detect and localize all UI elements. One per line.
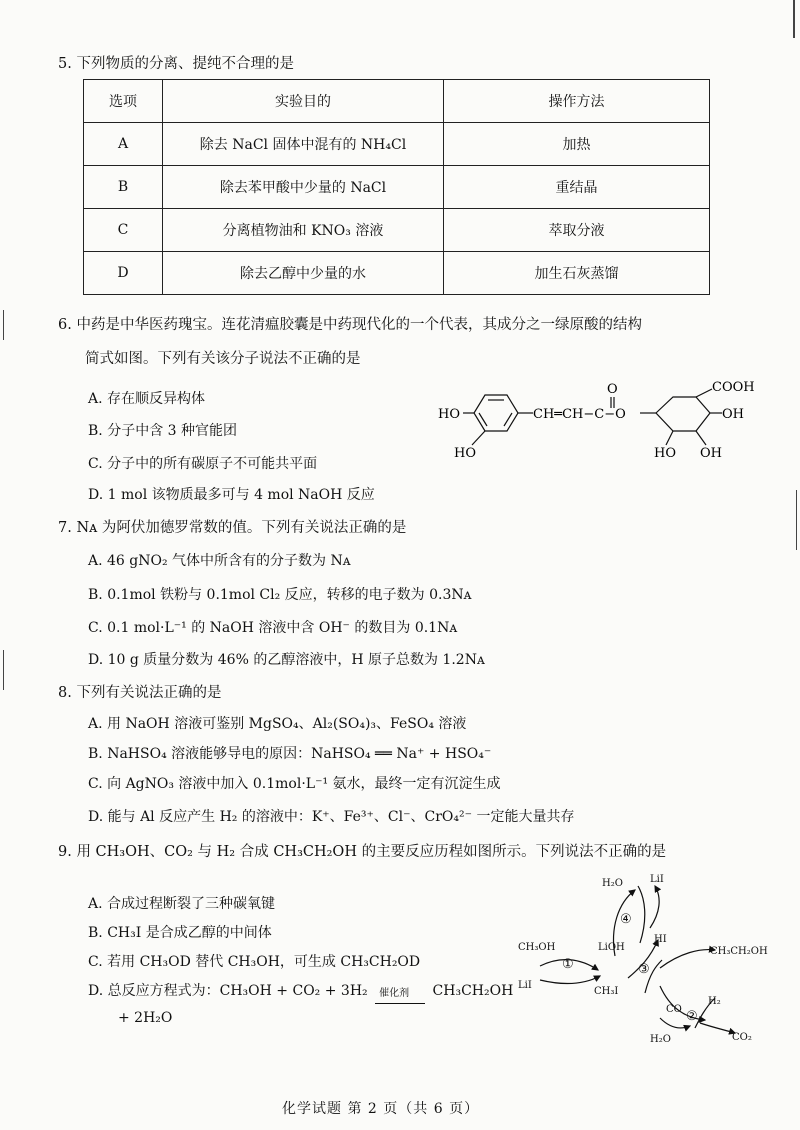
question-7-option-b: B. 0.1mol 铁粉与 0.1mol Cl₂ 反应，转移的电子数为 0.3Nᴀ xyxy=(88,587,472,603)
question-7-stem: 7. Nᴀ 为阿伏加德罗常数的值。下列有关说法正确的是 xyxy=(58,520,407,536)
question-9-option-c: C. 若用 CH₃OD 替代 CH₃OH，可生成 CH₃CH₂OD xyxy=(88,954,421,970)
question-8-stem: 8. 下列有关说法正确的是 xyxy=(58,685,222,701)
question-8-option-c: C. 向 AgNO₃ 溶液中加入 0.1mol·L⁻¹ 氨水，最终一定有沉淀生成 xyxy=(88,776,501,792)
structure-oh-bottom-right: OH xyxy=(700,446,722,461)
question-7-option-a: A. 46 gNO₂ 气体中所含有的分子数为 Nᴀ xyxy=(88,553,351,569)
mech-step4: ④ xyxy=(620,912,632,927)
table-row xyxy=(84,252,710,295)
question-8-option-b: B. NaHSO₄ 溶液能够导电的原因：NaHSO₄ ══ Na⁺ + HSO₄⁻ xyxy=(88,746,492,762)
structure-ho-top: HO xyxy=(438,407,460,422)
table-cell: 萃取分液 xyxy=(444,209,710,252)
mech-ch3ch2oh: CH₃CH₂OH xyxy=(710,946,768,957)
table-cell: 除去 NaCl 固体中混有的 NH₄Cl xyxy=(163,123,444,166)
mech-lii-left: LiI xyxy=(518,980,532,991)
question-5-stem: 5. 下列物质的分离、提纯不合理的是 xyxy=(58,56,294,72)
table-cell: 除去苯甲酸中少量的 NaCl xyxy=(163,166,444,209)
table-cell: B xyxy=(84,166,163,209)
mech-step1: ① xyxy=(562,957,574,972)
equation-arrow-line xyxy=(375,1003,425,1004)
question-9-option-d-line2: + 2H₂O xyxy=(118,1010,173,1026)
mech-h2o-bottom: H₂O xyxy=(650,1034,671,1045)
question-6-option-b: B. 分子中含 3 种官能团 xyxy=(88,423,237,439)
table-header: 选项 xyxy=(84,80,163,123)
scan-edge-line xyxy=(3,650,4,690)
table-cell: 除去乙醇中少量的水 xyxy=(163,252,444,295)
structure-oh-bottom-left: HO xyxy=(654,446,676,461)
structure-oh-right: OH xyxy=(722,407,744,422)
table-row xyxy=(84,123,710,166)
table-cell: C xyxy=(84,209,163,252)
mech-h2o-top: H₂O xyxy=(602,878,623,889)
table-cell: 重结晶 xyxy=(444,166,710,209)
mech-lii-top: LiI xyxy=(650,874,664,885)
table-header: 实验目的 xyxy=(163,80,444,123)
chlorogenic-acid-structure xyxy=(430,375,780,470)
page-footer: 化学试题 第 2 页（共 6 页） xyxy=(282,1101,480,1117)
table-row xyxy=(84,166,710,209)
structure-chain: CH═CH−C−O xyxy=(533,407,626,422)
mech-lioh: LiOH xyxy=(598,942,625,953)
structure-ho-bottom: HO xyxy=(454,446,476,461)
question-9-option-a: A. 合成过程断裂了三种碳氧键 xyxy=(88,896,276,912)
question-8-option-d: D. 能与 Al 反应产生 H₂ 的溶液中：K⁺、Fe³⁺、Cl⁻、CrO₄²⁻ 一定能大量共存 xyxy=(88,809,575,825)
question-6-option-d: D. 1 mol 该物质最多可与 4 mol NaOH 反应 xyxy=(88,487,375,503)
option-d-product: CH₃CH₂OH xyxy=(432,983,514,999)
table-cell: 分离植物油和 KNO₃ 溶液 xyxy=(163,209,444,252)
question-7-option-d: D. 10 g 质量分数为 46% 的乙醇溶液中，H 原子总数为 1.2Nᴀ xyxy=(88,652,485,668)
separation-table xyxy=(83,79,710,295)
scan-edge-line xyxy=(796,490,797,550)
question-9-option-b: B. CH₃I 是合成乙醇的中间体 xyxy=(88,925,272,941)
question-6-option-a: A. 存在顺反异构体 xyxy=(88,391,206,407)
question-6-option-c: C. 分子中的所有碳原子不可能共平面 xyxy=(88,456,318,472)
table-cell: A xyxy=(84,123,163,166)
reaction-mechanism-diagram xyxy=(510,868,780,1050)
table-cell: 加热 xyxy=(444,123,710,166)
mech-co: CO xyxy=(666,1004,682,1015)
table-header-row xyxy=(84,80,710,123)
question-9-stem: 9. 用 CH₃OH、CO₂ 与 H₂ 合成 CH₃CH₂OH 的主要反应历程如图所示。下列说法不正确的是 xyxy=(58,844,667,860)
question-6-stem-line2: 简式如图。下列有关该分子说法不正确的是 xyxy=(85,351,361,367)
scan-edge-line xyxy=(3,310,4,340)
question-9-option-d xyxy=(88,980,513,1000)
structure-cooh: COOH xyxy=(712,380,755,395)
mech-ch3oh: CH₃OH xyxy=(518,942,556,953)
catalyst-label: 催化剂 xyxy=(379,988,410,999)
option-d-prefix: D. 总反应方程式为：CH₃OH + CO₂ + 3H₂ xyxy=(88,983,368,999)
table-cell: 加生石灰蒸馏 xyxy=(444,252,710,295)
table-row xyxy=(84,209,710,252)
question-8-option-a: A. 用 NaOH 溶液可鉴别 MgSO₄、Al₂(SO₄)₃、FeSO₄ 溶液 xyxy=(88,716,467,732)
table-header: 操作方法 xyxy=(444,80,710,123)
table-cell: D xyxy=(84,252,163,295)
question-6-stem-line1: 6. 中药是中华医药瑰宝。连花清瘟胶囊是中药现代化的一个代表，其成分之一绿原酸的结构 xyxy=(58,317,642,333)
structure-carbonyl-o: O xyxy=(607,382,618,397)
scan-edge-line xyxy=(793,0,795,38)
mech-hi: HI xyxy=(654,934,667,945)
mech-step2: ② xyxy=(686,1009,698,1024)
mech-co2: CO₂ xyxy=(732,1032,752,1043)
question-7-option-c: C. 0.1 mol·L⁻¹ 的 NaOH 溶液中含 OH⁻ 的数目为 0.1Nᴀ xyxy=(88,620,458,636)
mech-ch3i: CH₃I xyxy=(594,986,619,997)
mech-h2: H₂ xyxy=(708,996,721,1007)
mech-step3: ③ xyxy=(638,962,650,977)
